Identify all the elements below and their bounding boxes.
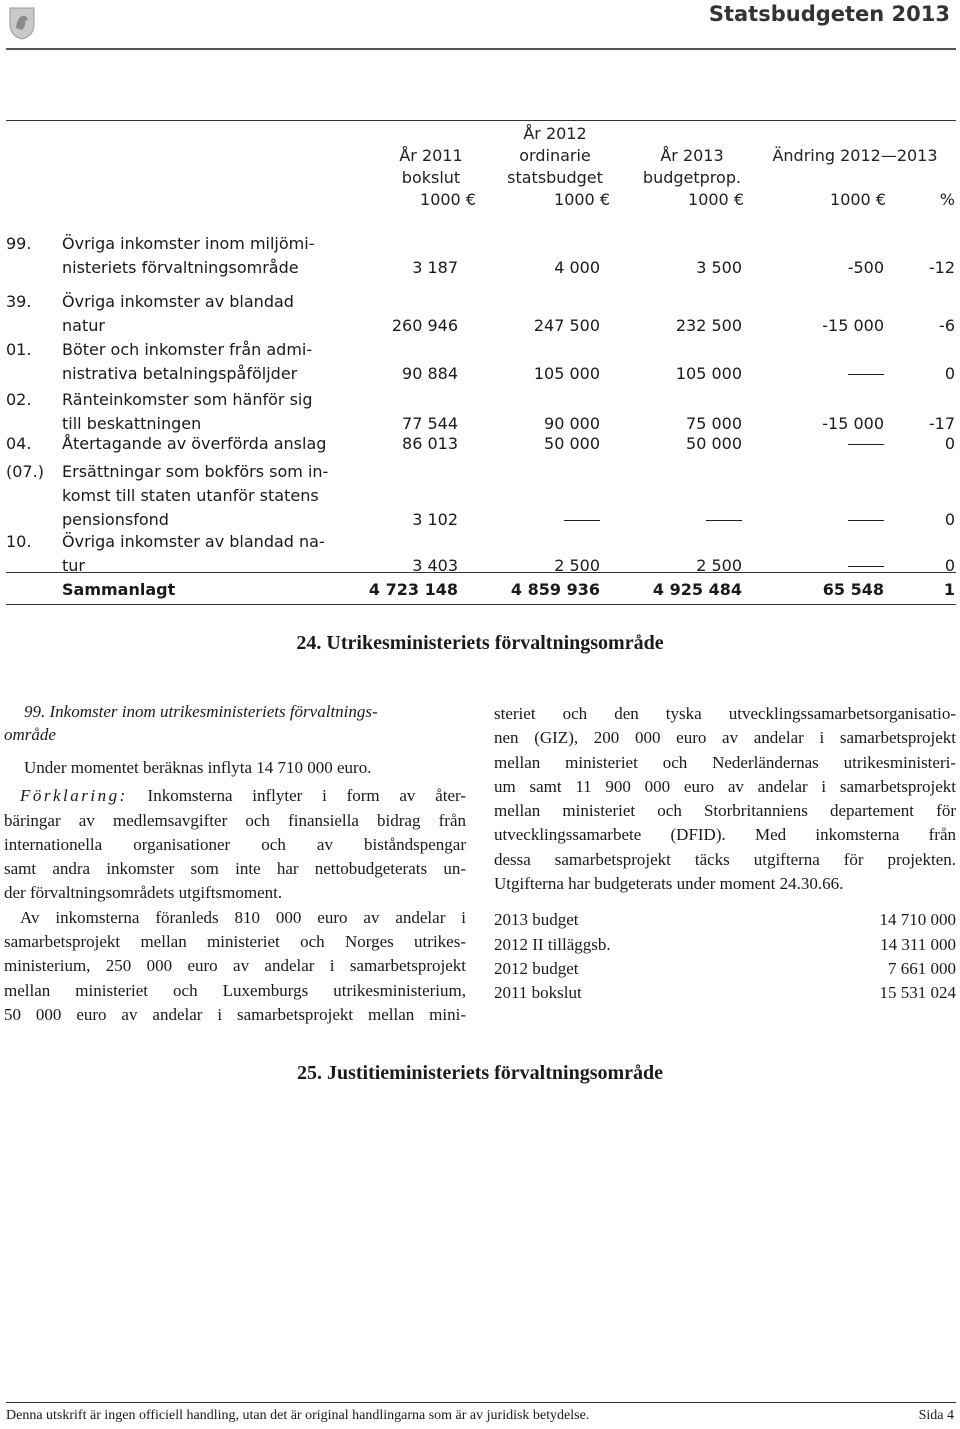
row-value-change: -500 [847,258,884,277]
paragraph-2-line: mellan ministeriet och Luxemburgs utrikesministerium, [4,980,466,1000]
row-label-line: Övriga inkomster av blandad [62,292,294,311]
row-label-line: natur [62,316,105,335]
em-dash [848,520,884,521]
row-label-line: Övriga inkomster inom miljömi- [62,234,315,253]
col-header-line: ordinarie [519,146,591,165]
budget-row [494,981,956,1005]
row-value-pct: 0 [944,434,955,453]
col-header-2012 [500,123,610,211]
row-code: 99. [6,234,32,253]
total-change: 65 548 [822,580,884,599]
right-paragraph-line: mellan ministeriet och Storbritanniens departement för [494,801,956,821]
row-value-change [760,508,884,532]
explanation-lines [4,809,466,906]
paragraph-2-line: ministerium, 250 000 euro av andelar i samarbetsprojekt [4,956,466,976]
total-pct: 1 [943,580,955,599]
em-dash [848,566,884,567]
row-value-change: -15 000 [822,414,884,433]
total-label: Sammanlagt [62,580,176,599]
row-label-line: tur [62,556,85,575]
row-value-pct: 0 [944,364,955,383]
row-code: 01. [6,340,32,359]
row-label-line: Böter och inkomster från admi- [62,340,313,359]
total-2013: 4 925 484 [652,580,742,599]
em-dash [848,444,884,445]
budget-value: 14 311 000 [880,934,956,954]
budget-value: 7 661 000 [888,958,956,978]
row-value-change: -15 000 [822,316,884,335]
col-header-2011 [386,145,476,211]
row-value-2011: 77 544 [402,414,458,433]
col-header-line: 1000 € [554,190,610,209]
budget-value: 14 710 000 [879,910,956,930]
running-title: Statsbudgeten 2013 [708,2,950,26]
row-value-pct: -6 [939,316,955,335]
col-header-change-unit: 1000 € [830,190,886,209]
footer-rule [6,1402,956,1403]
paragraph-2-line: samarbetsprojekt mellan ministeriet och Norges utrikes- [4,932,466,952]
col-header-pct-unit: % [939,190,955,209]
col-header-line: budgetprop. [642,168,742,187]
row-value-2012: 4 000 [554,258,600,277]
table-top-rule [6,120,956,121]
explanation-line: bäringar av medlemsavgifter och finansiella bidrag från [4,810,466,830]
row-code: 02. [6,390,32,409]
subheading-line-2: område [4,725,56,744]
total-2012: 4 859 936 [510,580,600,599]
col-header-line: År 2012 [523,124,587,143]
explanation-first-line [4,784,466,808]
explanation-line: samt andra inkomster som inte har nettobudgeterats un- [4,859,466,879]
budget-value: 15 531 024 [879,983,956,1003]
right-paragraph-line: nen (GIZ), 200 000 euro av andelar i samarbetsprojekt [494,728,956,748]
right-paragraph-line: Utgifterna har budgeterats under moment 24.30.66. [494,874,844,894]
budget-row [494,957,956,981]
row-label-line: komst till staten utanför statens [62,486,319,505]
subheading-number: 99. [24,702,46,721]
budget-label: 2012 budget [494,958,579,978]
row-label-line: nisteriets förvaltningsområde [62,258,299,277]
row-value-pct: -17 [928,414,955,433]
row-code: 39. [6,292,32,311]
budget-row [494,933,956,957]
lion-coat-of-arms-icon [8,6,36,40]
section-24-title: 24. Utrikesministeriets förvaltningsområde [296,632,664,654]
col-header-line: 1000 € [688,190,744,209]
row-code: 04. [6,434,32,453]
budget-label: 2012 II tilläggsb. [494,934,611,954]
right-column [494,702,956,1006]
col-header-line: År 2011 [399,146,463,165]
row-label-line: Ränteinkomster som hänför sig [62,390,313,409]
explanation-line: internationella organisationer och av biståndspengar [4,834,466,854]
footer-page-number: Sida 4 [918,1408,954,1423]
row-value-2011: 3 102 [412,510,458,529]
row-value-2012: 2 500 [554,556,600,575]
table-bottom-rule [6,604,956,605]
row-value-2012: 105 000 [533,364,600,383]
row-value-2013: 105 000 [675,364,742,383]
row-value-2012: 247 500 [533,316,600,335]
row-value-2013: 75 000 [686,414,742,433]
col-header-line: Ändring 2012—2013 [772,146,938,165]
section-25-title: 25. Justitieministeriets förvaltningsområde [296,1062,664,1084]
right-paragraph-line: utvecklingssamarbete (DFID). Med inkomsterna från [494,825,956,845]
subheading-line-1 [4,700,466,723]
paragraph-2-line: Av inkomsterna föranleds 810 000 euro av andelar i [20,907,466,927]
budget-table [494,908,956,1005]
row-value-2013: 50 000 [686,434,742,453]
em-dash [848,374,884,375]
explanation [4,784,466,905]
intro-text: Under momentet beräknas inflyta 14 710 000 euro. [24,758,372,777]
col-header-change [765,145,945,167]
row-value-2011: 3 187 [412,258,458,277]
row-label-line: Ersättningar som bokförs som in- [62,462,329,481]
col-header-line: 1000 € [420,190,476,209]
em-dash [706,520,742,521]
row-label-line: till beskattningen [62,414,202,433]
budget-row [494,908,956,932]
row-value-2013: 3 500 [696,258,742,277]
row-label-line: Återtagande av överförda anslag [62,434,327,453]
row-value-2011: 86 013 [402,434,458,453]
right-paragraph-line: dessa samarbetsprojekt täcks utgifterna för projekten. [494,849,956,869]
row-value-2011: 260 946 [391,316,458,335]
row-label-line: pensionsfond [62,510,169,529]
right-paragraph [494,702,956,896]
col-header-line: År 2013 [660,146,724,165]
row-value-pct: -12 [928,258,955,277]
paragraph-2-line: 50 000 euro av andelar i samarbetsprojekt mellan mini- [4,1004,466,1024]
budget-label: 2011 bokslut [494,983,582,1003]
row-code: 10. [6,532,32,551]
row-value-2011: 90 884 [402,364,458,383]
right-paragraph-line: mellan ministeriet och Nederländernas utrikesministeri- [494,752,956,772]
explanation-line: der förvaltningsområdets utgiftsmoment. [4,883,283,903]
row-value-pct: 0 [944,510,955,529]
row-value-change [760,554,884,578]
row-label-line: Övriga inkomster av blandad na- [62,532,325,551]
explanation-label: Förklaring: [20,786,128,806]
left-column [4,700,466,1027]
footer-disclaimer: Denna utskrift är ingen officiell handling, utan det är original handlingarna som är av juridisk betydelse. [6,1408,590,1423]
subheading [4,700,466,746]
row-value-2013 [612,508,742,532]
col-header-line: statsbudget [507,168,603,187]
row-value-change [760,432,884,456]
em-dash [564,520,600,521]
row-value-pct: 0 [944,556,955,575]
paragraph-2 [4,906,466,1027]
header-rule [6,48,956,50]
table-mid-rule [6,572,956,573]
total-2011: 4 723 148 [368,580,458,599]
row-value-2012: 50 000 [544,434,600,453]
row-value-2012: 90 000 [544,414,600,433]
row-value-2013: 2 500 [696,556,742,575]
explanation-first-text: Inkomsterna inflyter i form av åter- [147,786,466,806]
row-value-2012 [470,508,600,532]
right-paragraph-line: um samt 11 900 000 euro av andelar i samarbetsprojekt [494,776,956,796]
col-header-line: bokslut [401,168,461,187]
budget-label: 2013 budget [494,910,579,930]
row-value-2011: 3 403 [412,556,458,575]
row-value-change [760,362,884,386]
col-header-2013 [640,145,744,211]
row-code: (07.) [6,462,44,481]
subheading-text: Inkomster inom utrikesministeriets förvaltnings- [49,702,378,721]
right-paragraph-line: steriet och den tyska utvecklingssamarbetsorganisatio- [494,704,956,723]
row-value-2013: 232 500 [675,316,742,335]
row-label-line: nistrativa betalningspåföljder [62,364,298,383]
